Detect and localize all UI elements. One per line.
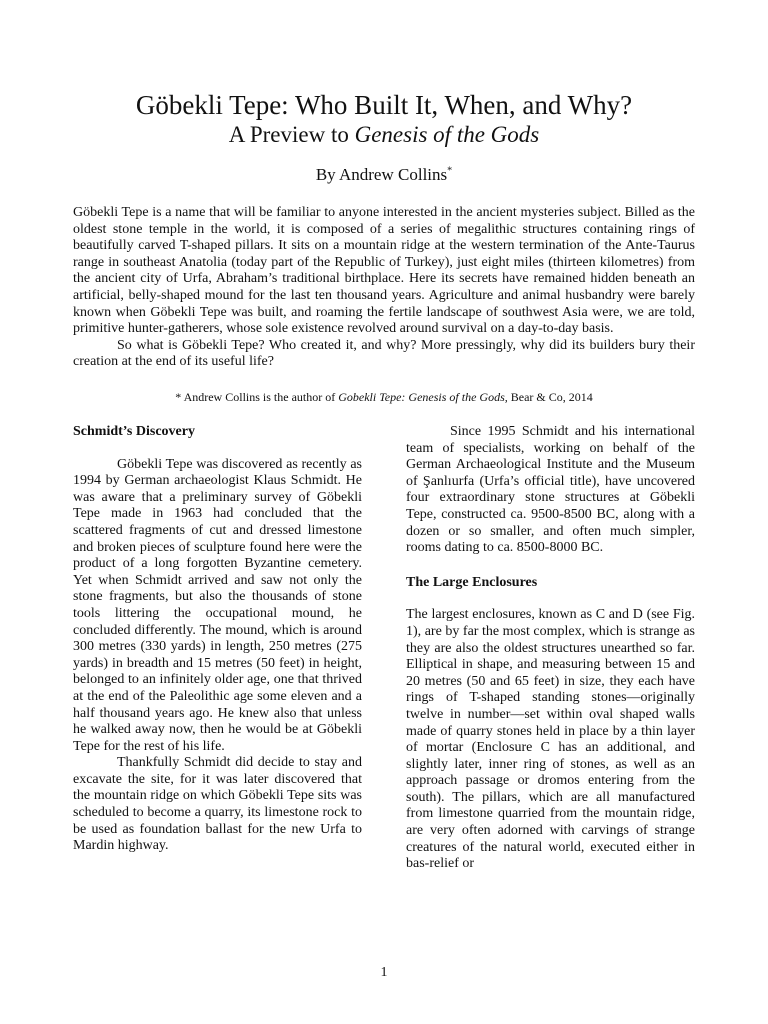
- right-paragraph-1: Since 1995 Schmidt and his international team of specialists, working on behalf of the German Archaeological Institute and the Museum of Şanlıurfa (Urfa’s official title), have uncovered four extraordinary stone structures at Göbekli Tepe, constructed ca. 9500-8500 BC, along with a dozen or so smaller, and often much simpler, rooms dating to ca. 8500-8000 BC.: [406, 424, 695, 556]
- left-paragraph-2: Thankfully Schmidt did decide to stay and excavate the site, for it was later discovered that the mountain ridge on which Göbekli Tepe sits was scheduled to become a quarry, its limestone rock to be used as foundation ballast for the new Urfa to Mardin highway.: [73, 755, 362, 854]
- subtitle-book-title: Genesis of the Gods: [354, 122, 540, 147]
- document-subtitle: [0, 121, 768, 149]
- footnote-marker: *: [447, 165, 453, 177]
- subtitle-prefix: A Preview to: [228, 122, 355, 147]
- intro-paragraph-1: Göbekli Tepe is a name that will be familiar to anyone interested in the ancient mysteries subject. Billed as the oldest stone temple in the world, it is composed of a series of megalithic structures containing rings of beautifully carved T-shaped pillars. It sits on a mountain ridge at the western termination of the Ante-Taurus range in southeast Anatolia (today part of the Republic of Turkey), just eight miles (thirteen kilometres) from the ancient city of Urfa, Abraham’s traditional birthplace. Here its secrets have remained hidden beneath an artificial, belly-shaped mound for the last ten thousand years. Agriculture and animal husbandry were barely known when Göbekli Tepe was built, and roaming the fertile landscape of southwest Asia were, we are told, primitive hunter-gatherers, whose sole existence revolved around survival on a day-to-day basis.: [73, 205, 695, 337]
- page-number: 1: [380, 965, 388, 980]
- footnote-book-title: Gobekli Tepe: Genesis of the Gods,: [338, 390, 508, 404]
- section-heading-large-enclosures: The Large Enclosures: [406, 574, 538, 590]
- left-paragraph-1: Göbekli Tepe was discovered as recently as 1994 by German archaeologist Klaus Schmidt. He was aware that a preliminary survey of Göbekli Tepe made in 1963 had concluded that the scattered fragments of cut and dressed limestone and broken pieces of sculpture found here were the product of a long forgotten Byzantine cemetery. Yet when Schmidt arrived and saw not only the stone fragments, but also the thousands of stone tools littering the occupational mound, he concluded differently. The mound, which is around 300 metres (330 yards) in length, 250 metres (275 yards) in breadth and 15 metres (50 feet) in height, belonged to an infinitely older age, one that thrived at the end of the Paleolithic age some eleven and a half thousand years ago. He knew also that unless he walked away now, then he would be at Göbekli Tepe for the rest of his life.: [73, 456, 362, 754]
- author-footnote: [73, 390, 695, 405]
- footnote-suffix: Bear & Co, 2014: [507, 390, 593, 404]
- footnote-prefix: * Andrew Collins is the author of: [175, 390, 339, 404]
- intro-paragraph-2: So what is Göbekli Tepe? Who created it, and why? More pressingly, why did its builders bury their creation at the end of its useful life?: [73, 337, 695, 370]
- intro-section: [73, 205, 695, 371]
- byline: [0, 164, 768, 186]
- left-column: [73, 424, 362, 855]
- author-name: By Andrew Collins: [315, 165, 448, 184]
- section-heading-schmidts-discovery: Schmidt’s Discovery: [73, 424, 195, 439]
- right-column: [406, 424, 695, 873]
- document-title: Göbekli Tepe: Who Built It, When, and Why?: [135, 90, 633, 120]
- right-paragraph-2: The largest enclosures, known as C and D (see Fig. 1), are by far the most complex, which is strange as they are also the oldest structures unearthed so far. Elliptical in shape, and measuring between 15 and 20 metres (50 and 65 feet) in size, they each have rings of T-shaped standing stones—originally twelve in number—set within oval shaped walls made of quarry stones held in place by a thin layer of mortar (Enclosure C has an additional, and slightly later, inner ring of stones, as well as an approach passage or dromos entering from the south). The pillars, which are all manufactured from limestone quarried from the mountain ridge, are very often adorned with carvings of strange creatures of the natural world, executed either in bas-relief or: [406, 607, 695, 872]
